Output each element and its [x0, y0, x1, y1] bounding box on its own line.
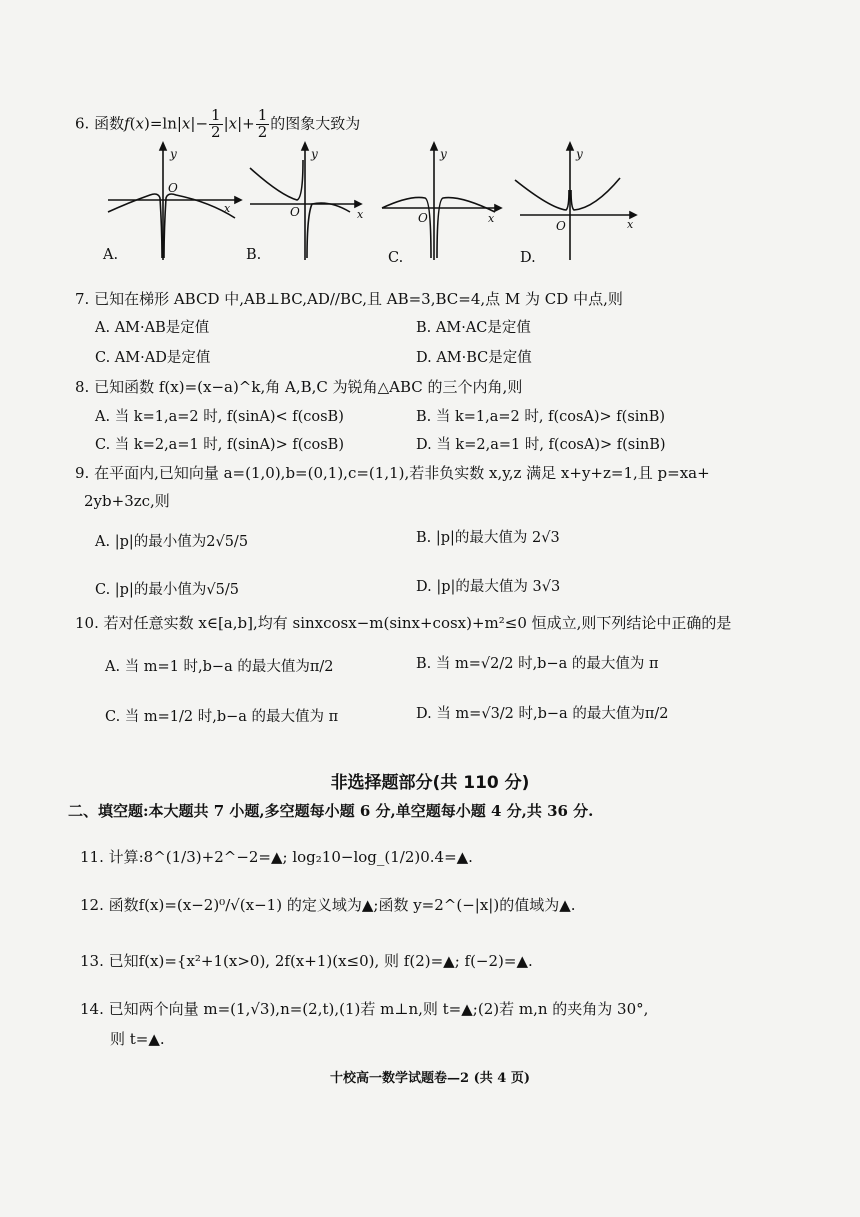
q14-line1: 14. 已知两个向量 m=(1,√3),n=(2,t),(1)若 m⊥n,则 t=▲;(2)若 m,n 的夹角为 30°,	[80, 1000, 649, 1018]
svg-text:x: x	[357, 208, 364, 221]
q9-stem-line2: 2yb+3zc,则	[84, 492, 170, 510]
q10-option-d: D. 当 m=√3/2 时,b−a 的最大值为π/2	[416, 706, 669, 722]
q12-text: 12. 函数f(x)=(x−2)⁰/√(x−1) 的定义域为▲;函数 y=2^(−|x|)的值域为▲.	[80, 896, 576, 914]
q7-option-a: A. AM·AB是定值	[95, 320, 210, 336]
q14-line2: 则 t=▲.	[110, 1030, 165, 1048]
svg-text:x: x	[488, 212, 495, 225]
svg-text:O: O	[418, 211, 428, 225]
q6-stem: 6. 函数f(x)=ln|x|− $\frac{1}{2}$ |x|+ $\frac{1}{2}$ 的图象大致为	[75, 106, 361, 141]
section-title: 非选择题部分(共 110 分)	[330, 773, 530, 793]
q6-option-graphs	[100, 140, 660, 270]
graph-c	[382, 143, 501, 260]
q9-stem-line1: 9. 在平面内,已知向量 a=(1,0),b=(0,1),c=(1,1),若非负实数 x,y,z 满足 x+y+z=1,且 p=xa+	[75, 464, 710, 482]
q10-option-a: A. 当 m=1 时,b−a 的最大值为π/2	[105, 659, 334, 675]
q6-option-c-label: C.	[388, 250, 404, 266]
q10-option-c: C. 当 m=1/2 时,b−a 的最大值为 π	[105, 709, 339, 725]
q9-option-d: D. |p|的最大值为 3√3	[416, 579, 561, 595]
q6-option-a-label: A.	[103, 247, 119, 263]
q7-option-b: B. AM·AC是定值	[416, 320, 531, 336]
q9-option-c: C. |p|的最小值为√5/5	[95, 582, 239, 598]
graph-a	[108, 143, 241, 260]
svg-text:y: y	[311, 147, 318, 161]
q7-option-d: D. AM·BC是定值	[416, 350, 532, 366]
svg-text:x: x	[224, 202, 231, 215]
q11-text: 11. 计算:8^(1/3)+2^−2=▲; log₂10−log_(1/2)0.4=▲.	[80, 848, 473, 866]
q8-option-d: D. 当 k=2,a=1 时, f(cosA)> f(sinB)	[416, 437, 666, 453]
q7-option-c: C. AM·AD是定值	[95, 350, 211, 366]
q9-option-b: B. |p|的最大值为 2√3	[416, 530, 560, 546]
q10-stem: 10. 若对任意实数 x∈[a,b],均有 sinxcosx−m(sinx+cosx)+m²≤0 恒成立,则下列结论中正确的是	[75, 614, 732, 632]
graph-b	[250, 143, 364, 260]
q8-option-c: C. 当 k=2,a=1 时, f(sinA)> f(cosB)	[95, 437, 344, 453]
q8-option-b: B. 当 k=1,a=2 时, f(cosA)> f(sinB)	[416, 409, 666, 425]
svg-text:O: O	[168, 181, 178, 195]
svg-text:y: y	[576, 147, 583, 161]
svg-text:y: y	[440, 147, 447, 161]
q10-option-b: B. 当 m=√2/2 时,b−a 的最大值为 π	[416, 656, 659, 672]
svg-text:x: x	[627, 218, 634, 231]
q7-stem: 7. 已知在梯形 ABCD 中,AB⊥BC,AD//BC,且 AB=3,BC=4,点 M 为 CD 中点,则	[75, 290, 623, 308]
page-footer: 十校高一数学试题卷—2 (共 4 页)	[330, 1071, 530, 1086]
q6-option-d-label: D.	[520, 250, 536, 266]
svg-text:y: y	[170, 147, 177, 161]
q8-stem: 8. 已知函数 f(x)=(x−a)^k,角 A,B,C 为锐角△ABC 的三个内角,则	[75, 378, 523, 396]
section-part2-instructions: 二、填空题:本大题共 7 小题,多空题每小题 6 分,单空题每小题 4 分,共 36 分.	[68, 802, 594, 820]
svg-text:O: O	[290, 205, 300, 219]
q13-text: 13. 已知f(x)={x²+1(x>0), 2f(x+1)(x≤0), 则 f(2)=▲; f(−2)=▲.	[80, 952, 533, 970]
q6-option-b-label: B.	[246, 247, 262, 263]
graph-d	[515, 143, 636, 260]
q9-option-a: A. |p|的最小值为2√5/5	[95, 534, 249, 550]
svg-text:O: O	[556, 219, 566, 233]
q8-option-a: A. 当 k=1,a=2 时, f(sinA)< f(cosB)	[95, 409, 344, 425]
